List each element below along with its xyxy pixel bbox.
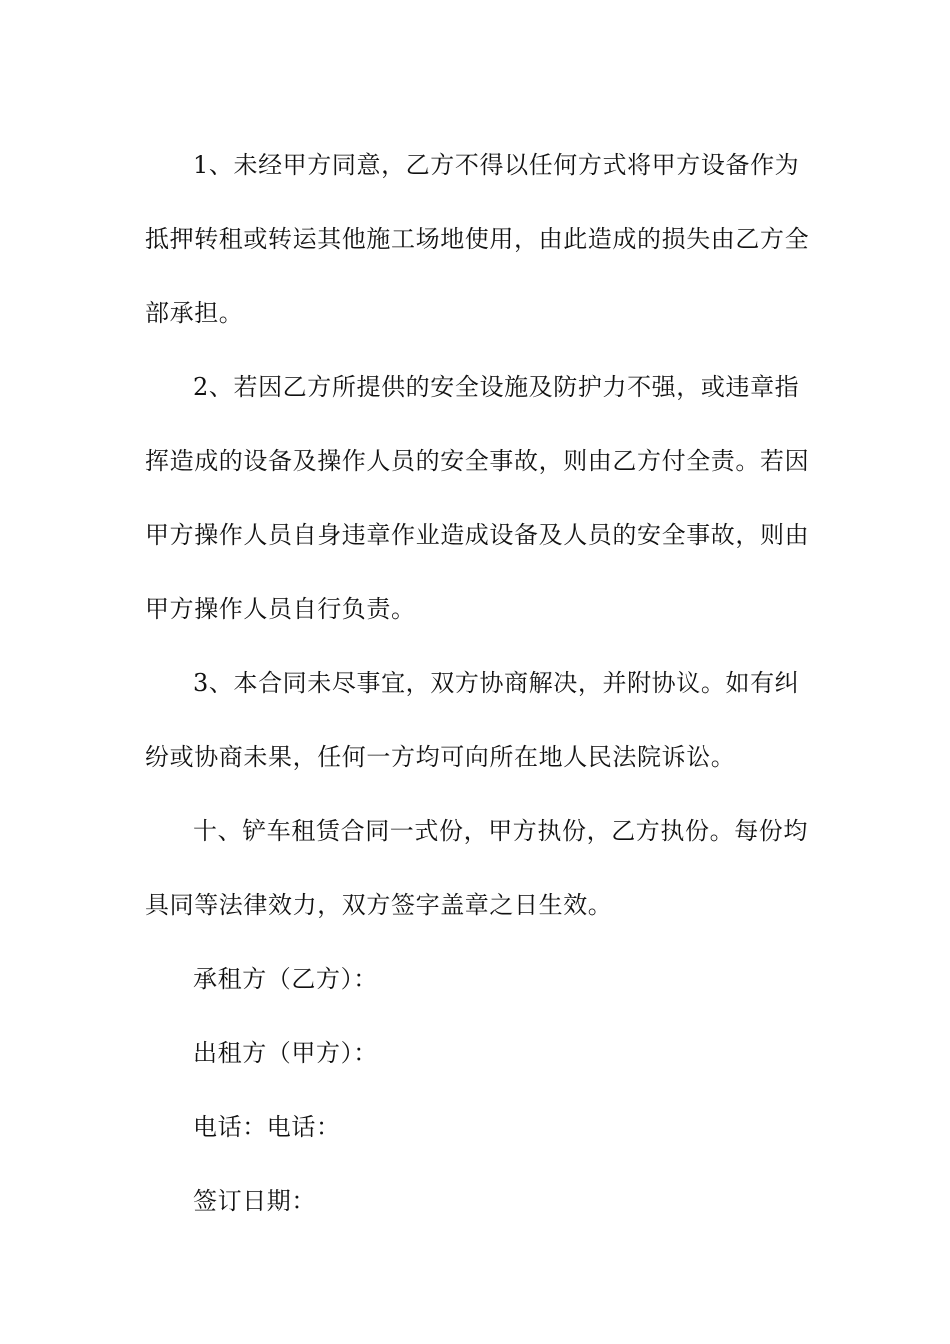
- document-body: [145, 128, 810, 1238]
- sign-date-line: 签订日期：: [193, 1187, 316, 1215]
- clause-2: 2、若因乙方所提供的安全设施及防护力不强，或违章指挥造成的设备及操作人员的安全事故，则由乙方付全责。若因甲方操作人员自身违章作业造成设备及人员的安全事故，则由甲方操作人员自行负责。: [145, 373, 810, 623]
- phone-line: 电话：电话：: [193, 1113, 341, 1141]
- lessee-signature-line: 承租方（乙方）：: [193, 965, 378, 993]
- clause-1: 1、未经甲方同意，乙方不得以任何方式将甲方设备作为抵押转租或转运其他施工场地使用，由此造成的损失由乙方全部承担。: [145, 151, 810, 327]
- lessor-signature-line: 出租方（甲方）：: [193, 1039, 378, 1067]
- clause-ten: 十、铲车租赁合同一式份，甲方执份，乙方执份。每份均具同等法律效力，双方签字盖章之日生效。: [145, 817, 808, 919]
- clause-3: 3、本合同未尽事宜，双方协商解决，并附协议。如有纠纷或协商未果，任何一方均可向所在地人民法院诉讼。: [145, 669, 800, 771]
